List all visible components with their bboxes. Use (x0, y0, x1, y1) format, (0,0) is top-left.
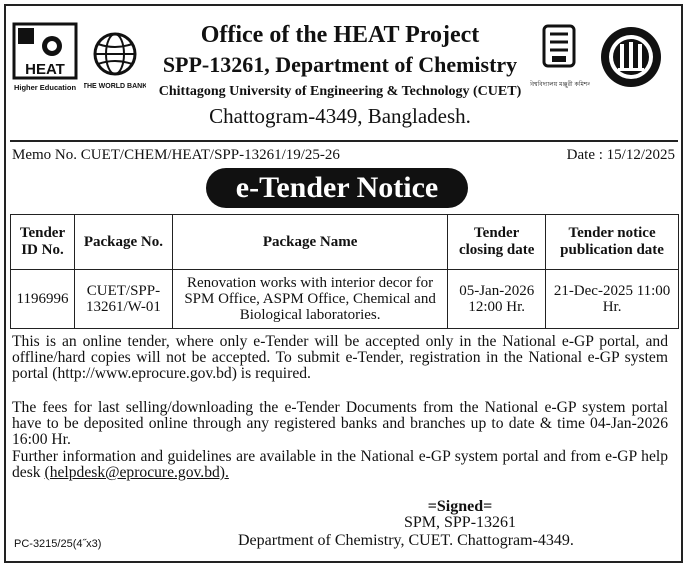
tender-id: 1196996 (11, 270, 75, 329)
helpdesk-email[interactable]: (helpdesk@eprocure.gov.bd). (44, 464, 229, 481)
signatory-title: SPM, SPP-13261 (403, 514, 517, 531)
column-header: Tender closing date (448, 215, 546, 270)
world-bank-logo (84, 30, 146, 92)
heat-logo (12, 22, 78, 94)
cuet-logo (598, 20, 664, 94)
column-header: Tender notice publication date (546, 215, 679, 270)
paragraph-further-info (12, 449, 668, 481)
package-name: Renovation works with interior decor for SPM Office, ASPM Office, Chemical and Biological laboratories. (172, 270, 447, 329)
signed-mark: =Signed= (427, 498, 493, 515)
column-header: Package No. (74, 215, 172, 270)
column-header: Tender ID No. (11, 215, 75, 270)
signatory-department: Department of Chemistry, CUET. Chattogram-4349. (238, 532, 574, 549)
column-header: Package Name (172, 215, 447, 270)
address-line: Chattogram-4349, Bangladesh. (209, 104, 471, 128)
further-info-text: Further information and guidelines are available in the National e-GP system portal and from e-GP help desk (12, 448, 668, 481)
memo-number: Memo No. CUET/CHEM/HEAT/SPP-13261/19/25-26 (12, 147, 340, 163)
closing-date: 05-Jan-2026 12:00 Hr. (448, 270, 546, 329)
table-header-row (11, 215, 679, 270)
paragraph-online-tender: This is an online tender, where only e-Tender will be accepted only in the National e-GP portal, and offline/hard copies will not be accepted. To submit e-Tender, registration in the National e-GP system portal (http://www.eprocure.gov.bd) is required. (12, 333, 668, 382)
pc-code: PC-3215/25(4˝x3) (14, 538, 102, 550)
publication-date: 21-Dec-2025 11:00 Hr. (546, 270, 679, 329)
university-name: Chittagong University of Engineering & Technology (CUET) (158, 84, 522, 99)
office-title: Office of the HEAT Project (200, 22, 480, 48)
tender-table (10, 214, 679, 329)
university-emblem (530, 22, 590, 94)
paragraph-fees: The fees for last selling/downloading the e-Tender Documents from the National e-GP system portal have to be deposited online through any registered banks and branches up to date & time 04-Jan-2026 16:00 Hr. (12, 399, 668, 448)
notice-date: Date : 15/12/2025 (566, 147, 675, 163)
package-no: CUET/SPP-13261/W-01 (74, 270, 172, 329)
project-department: SPP-13261, Department of Chemistry (162, 52, 518, 77)
heat-mark: HEAT (25, 61, 65, 78)
university-caption: বিশ্ববিদ্যালয় মঞ্জুরী কমিশন (530, 81, 590, 88)
heat-caption: Higher Education (13, 83, 77, 92)
header-divider (10, 140, 678, 142)
table-row (11, 270, 679, 329)
world-bank-caption: THE WORLD BANK (84, 83, 146, 90)
notice-title: e-Tender Notice (206, 168, 468, 208)
